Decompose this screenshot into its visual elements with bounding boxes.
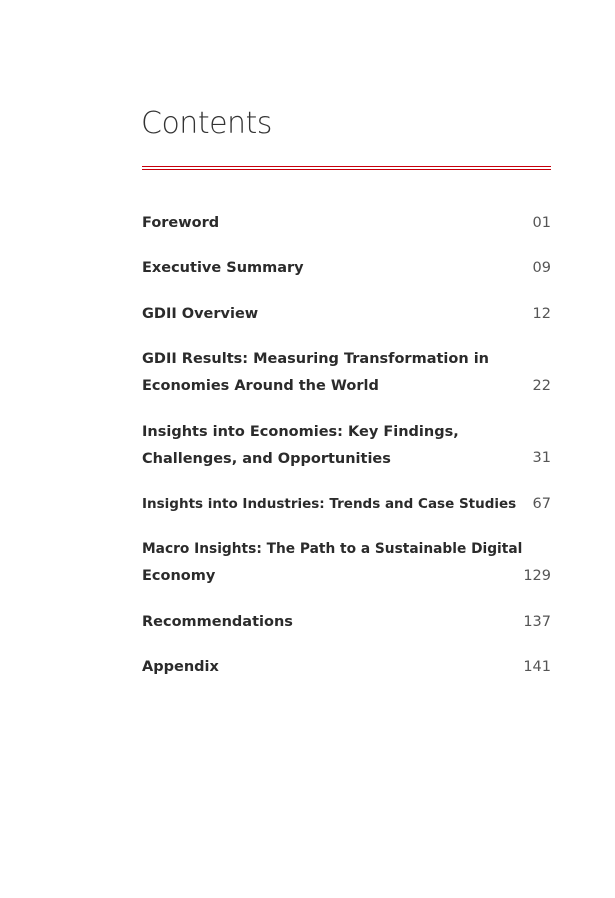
toc-entry-line: Appendix [142, 659, 219, 675]
toc-entry-line: GDII Results: Measuring Transformation in [142, 351, 490, 367]
toc-entry-line: Insights into Economies: Key Findings, [142, 424, 459, 440]
toc-entry-line: Economies Around the World [142, 378, 379, 394]
toc-entry-page: 67 [532, 496, 551, 512]
toc-entry-title [142, 654, 507, 681]
toc-entry-title [142, 255, 507, 282]
toc-entry-title [142, 210, 507, 237]
toc-entry-page: 12 [532, 306, 551, 322]
toc-entry-line: Insights into Industries: Trends and Case Studies [142, 496, 517, 512]
toc-entry-title [142, 491, 522, 518]
toc-entry-page: 01 [532, 215, 551, 231]
title-rule-top [142, 166, 551, 167]
toc-entry-title [142, 346, 507, 400]
toc-entry-line: GDII Overview [142, 306, 259, 322]
toc-entry-title [142, 301, 507, 328]
toc-entry-page: 22 [532, 378, 551, 394]
toc-entry-title [142, 609, 507, 636]
toc-entry-page: 31 [532, 450, 551, 466]
toc-entry-page: 129 [523, 568, 551, 584]
toc-entry-page: 141 [523, 659, 551, 675]
page-title: Contents [141, 106, 272, 141]
toc-entry-line: Recommendations [142, 614, 293, 630]
toc-entry-page: 09 [532, 260, 551, 276]
toc-entry-title [142, 419, 507, 473]
toc-entry-line: Economy [142, 568, 216, 584]
toc-entry-line: Foreword [142, 215, 220, 231]
toc-entry-line: Challenges, and Opportunities [142, 451, 391, 467]
toc-entry-page: 137 [523, 614, 551, 630]
toc-entry-title [142, 536, 522, 590]
toc-entry-line: Executive Summary [142, 260, 304, 276]
toc-entry-line: Macro Insights: The Path to a Sustainable Digital [142, 541, 523, 557]
title-rule-bottom [142, 169, 551, 170]
